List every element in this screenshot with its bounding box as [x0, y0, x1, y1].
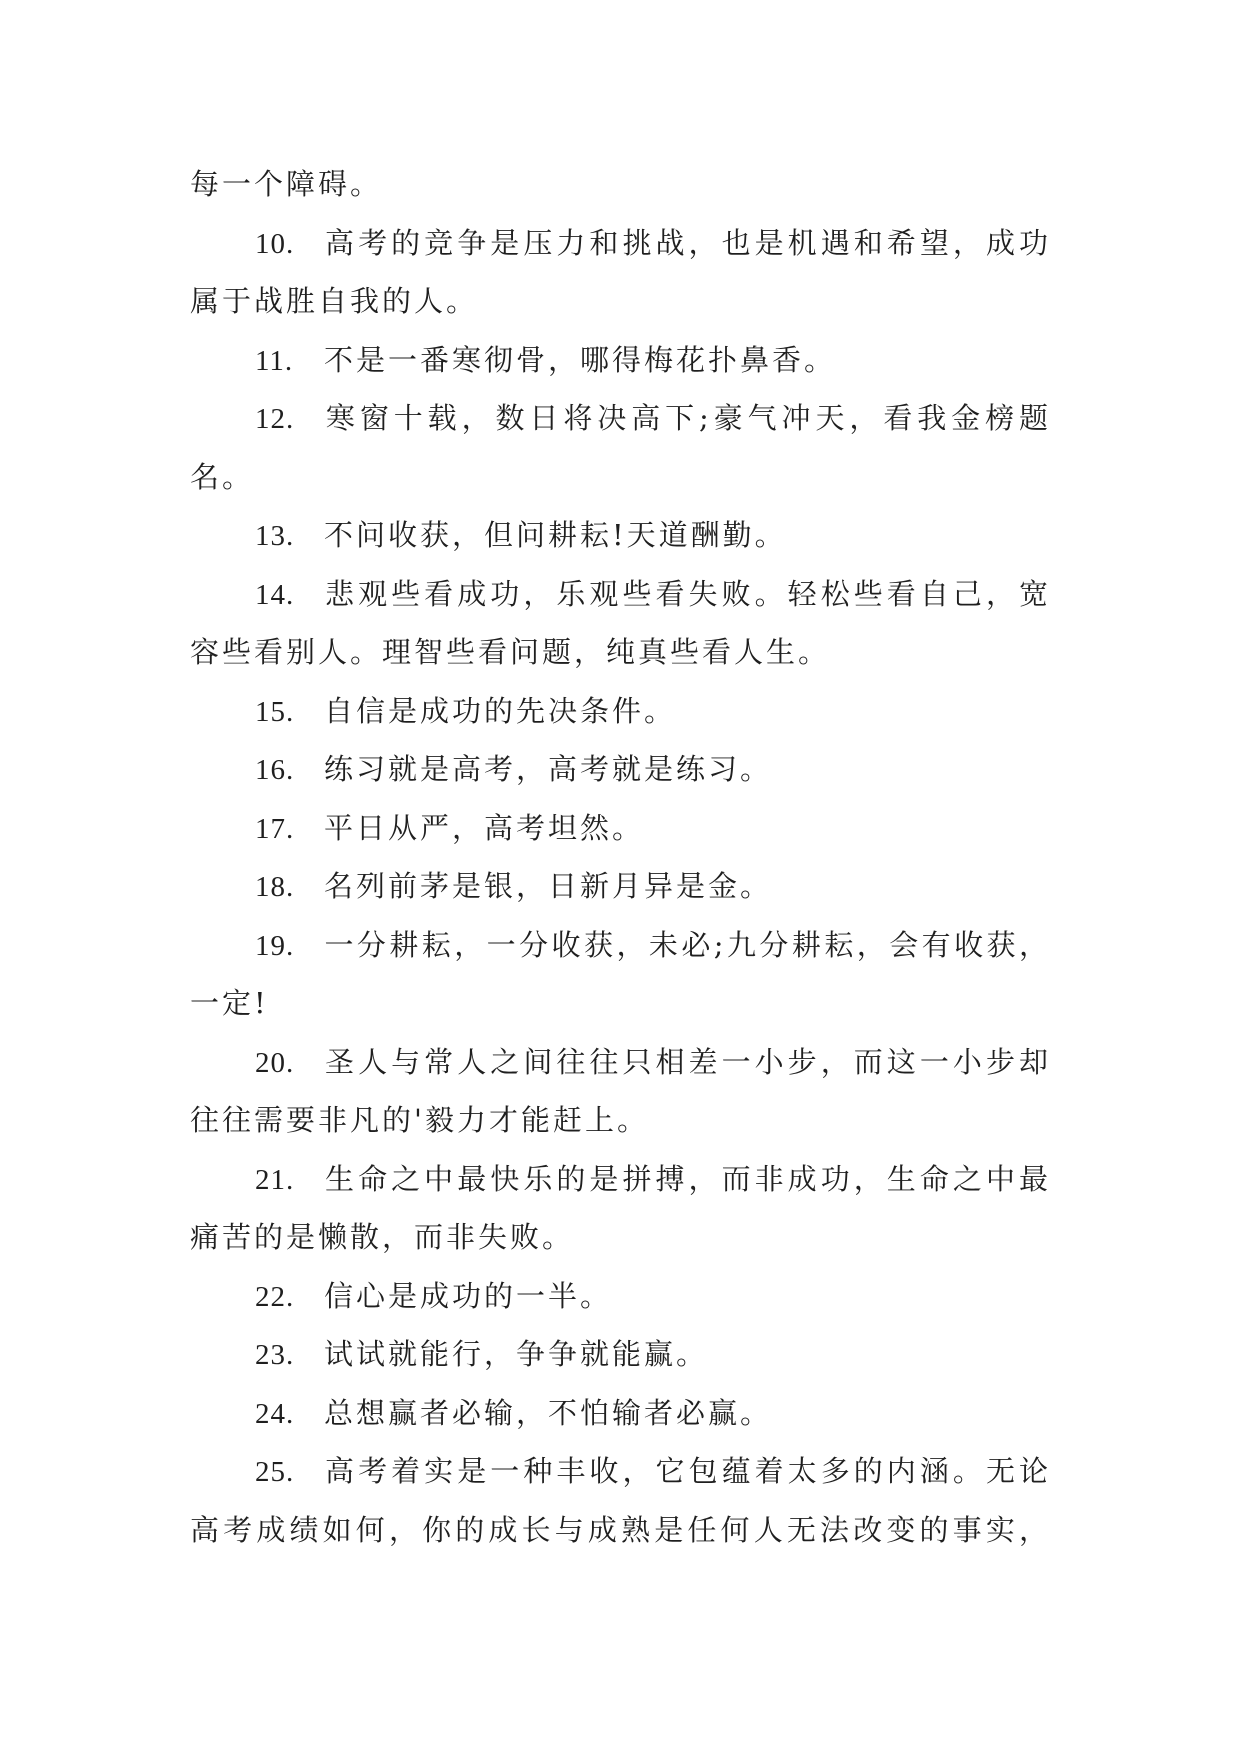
- item-text: 寒窗十载，数日将决高下;豪气冲天，看我金榜题: [324, 401, 1051, 435]
- item-number: 10.: [255, 227, 295, 260]
- item-number: 18.: [255, 871, 295, 903]
- item-number: 17.: [255, 812, 295, 845]
- item-continuation-line: 一定!: [190, 986, 269, 1020]
- list-item-20: [190, 1033, 1051, 1150]
- list-item-15: [190, 682, 1051, 741]
- item-first-line: [190, 799, 1051, 858]
- item-first-line: [190, 1442, 1051, 1501]
- item-number: 20.: [255, 1046, 295, 1079]
- list-item-14: [190, 565, 1051, 682]
- item-first-line: [190, 916, 1051, 975]
- item-text: 信心是成功的一半。: [324, 1278, 613, 1313]
- item-first-line: [190, 740, 1051, 799]
- item-text: 试试就能行，争争就能赢。: [324, 1337, 709, 1371]
- item-first-line: [190, 506, 1051, 565]
- item-continuation-line: 容些看别人。理智些看问题，纯真些看人生。: [190, 635, 831, 669]
- item-number: 14.: [255, 578, 295, 611]
- item-number: 15.: [255, 695, 295, 728]
- item-first-line: [190, 1384, 1051, 1443]
- item-number: 25.: [255, 1456, 295, 1488]
- paragraph-fragment: 每一个障碍。: [190, 167, 383, 201]
- item-number: 12.: [255, 403, 295, 435]
- item-first-line: [190, 214, 1051, 273]
- item-text: 生命之中最快乐的是拼搏，而非成功，生命之中最: [324, 1161, 1051, 1196]
- list-item-21: [190, 1150, 1051, 1267]
- list-item-16: [190, 740, 1051, 799]
- item-first-line: [190, 1325, 1051, 1384]
- item-text: 圣人与常人之间往往只相差一小步，而这一小步却: [324, 1044, 1051, 1079]
- list-item-12: [190, 389, 1051, 506]
- item-first-line: [190, 389, 1051, 448]
- item-first-line: [190, 857, 1051, 916]
- item-first-line: [190, 1150, 1051, 1209]
- item-number: 21.: [255, 1163, 295, 1196]
- item-text: 悲观些看成功，乐观些看失败。轻松些看自己，宽: [324, 576, 1051, 611]
- list-item-18: [190, 857, 1051, 916]
- list-item-22: [190, 1267, 1051, 1326]
- item-text: 名列前茅是银，日新月异是金。: [324, 869, 773, 903]
- list-item-17: [190, 799, 1051, 858]
- item-number: 23.: [255, 1339, 295, 1371]
- item-continuation-line: 痛苦的是懒散，而非失败。: [190, 1220, 575, 1254]
- item-number: 24.: [255, 1397, 295, 1430]
- item-number: 22.: [255, 1280, 295, 1313]
- item-first-line: [190, 1033, 1051, 1092]
- item-continuation-line: 名。: [190, 459, 255, 494]
- item-continuation-line: 属于战胜自我的人。: [190, 284, 479, 318]
- item-continuation-line: 高考成绩如何，你的成长与成熟是任何人无法改变的事实，: [190, 1512, 1051, 1547]
- list-item-23: [190, 1325, 1051, 1384]
- item-text: 一分耕耘，一分收获，未必;九分耕耘，会有收获，: [324, 927, 1051, 962]
- list-item-13: [190, 506, 1051, 565]
- list-item-19: [190, 916, 1051, 1033]
- item-text: 不问收获，但问耕耘!天道酬勤。: [324, 518, 787, 552]
- item-number: 13.: [255, 520, 295, 552]
- item-text: 高考的竞争是压力和挑战，也是机遇和希望，成功: [324, 225, 1051, 260]
- item-text: 高考着实是一种丰收，它包蕴着太多的内涵。无论: [324, 1454, 1051, 1488]
- item-number: 19.: [255, 929, 295, 962]
- item-text: 总想赢者必输，不怕输者必赢。: [324, 1395, 773, 1430]
- list-item-10: [190, 214, 1051, 331]
- item-text: 自信是成功的先决条件。: [324, 693, 677, 728]
- list-item-25: [190, 1442, 1051, 1559]
- item-continuation-line: 往往需要非凡的'毅力才能赶上。: [190, 1103, 649, 1137]
- item-number: 11.: [255, 344, 294, 377]
- item-first-line: [190, 682, 1051, 741]
- list-item-24: [190, 1384, 1051, 1443]
- item-first-line: [190, 331, 1051, 390]
- item-text: 练习就是高考，高考就是练习。: [324, 752, 773, 786]
- item-text: 不是一番寒彻骨，哪得梅花扑鼻香。: [324, 342, 837, 377]
- document-body: [190, 155, 1051, 1559]
- item-number: 16.: [255, 754, 295, 786]
- item-text: 平日从严，高考坦然。: [324, 810, 645, 845]
- item-first-line: [190, 565, 1051, 624]
- item-first-line: [190, 1267, 1051, 1326]
- list-item-11: [190, 331, 1051, 390]
